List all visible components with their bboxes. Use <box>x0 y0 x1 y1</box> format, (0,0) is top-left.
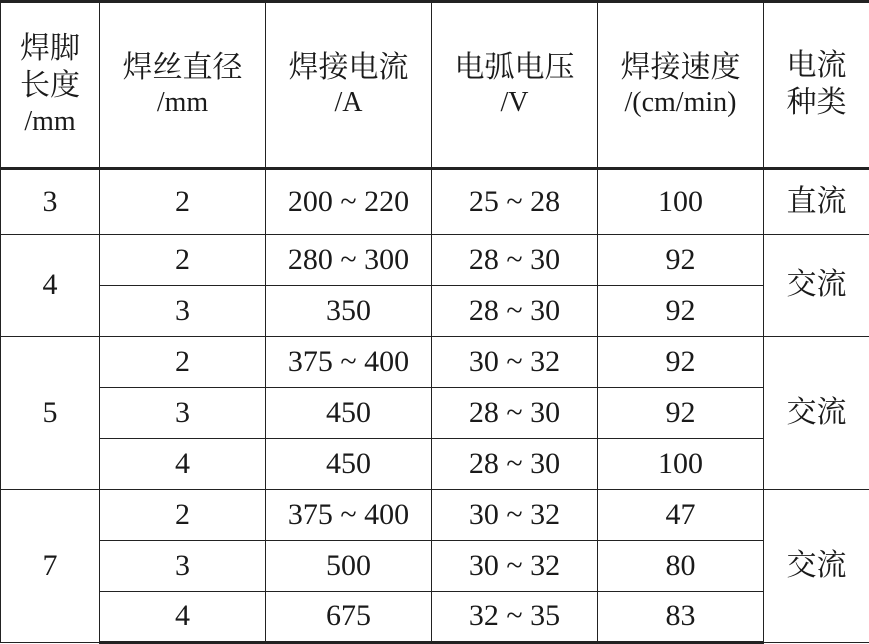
welding-speed-cell: 47 <box>598 490 764 541</box>
welding-speed-cell: 92 <box>598 235 764 286</box>
welding-speed-cell: 92 <box>598 388 764 439</box>
header-welding-current <box>266 2 432 169</box>
header-row <box>1 2 869 169</box>
welding-current-cell: 375 ~ 400 <box>266 490 432 541</box>
header-text: 电流 <box>786 48 847 84</box>
current-type-cell: 交流 <box>764 337 869 490</box>
header-leg-length <box>1 2 100 169</box>
table-header <box>1 2 869 169</box>
header-arc-voltage <box>432 2 598 169</box>
wire-diameter-cell: 2 <box>100 337 266 388</box>
leg-length-cell: 4 <box>1 235 100 337</box>
welding-speed-cell: 80 <box>598 540 764 591</box>
table-row <box>1 169 869 235</box>
table-row <box>1 388 869 439</box>
header-welding-speed <box>598 2 764 169</box>
table-body <box>1 169 869 643</box>
current-type-cell: 交流 <box>764 490 869 643</box>
table-row <box>1 235 869 286</box>
wire-diameter-cell: 4 <box>100 439 266 490</box>
welding-speed-cell: 83 <box>598 591 764 642</box>
arc-voltage-cell: 28 ~ 30 <box>432 286 598 337</box>
wire-diameter-cell: 2 <box>100 235 266 286</box>
leg-length-cell: 7 <box>1 490 100 643</box>
arc-voltage-cell: 30 ~ 32 <box>432 337 598 388</box>
arc-voltage-cell: 28 ~ 30 <box>432 388 598 439</box>
welding-current-cell: 375 ~ 400 <box>266 337 432 388</box>
header-unit: /V <box>500 87 529 119</box>
wire-diameter-cell: 3 <box>100 286 266 337</box>
welding-current-cell: 675 <box>266 591 432 642</box>
welding-current-cell: 450 <box>266 439 432 490</box>
wire-diameter-cell: 4 <box>100 591 266 642</box>
wire-diameter-cell: 2 <box>100 169 266 235</box>
wire-diameter-cell: 3 <box>100 388 266 439</box>
header-current-type <box>764 2 869 169</box>
leg-length-cell: 3 <box>1 169 100 235</box>
welding-current-cell: 350 <box>266 286 432 337</box>
header-unit: /mm <box>156 87 209 119</box>
wire-diameter-cell: 2 <box>100 490 266 541</box>
current-type-cell: 交流 <box>764 235 869 337</box>
arc-voltage-cell: 28 ~ 30 <box>432 439 598 490</box>
header-unit: /mm <box>24 105 76 137</box>
header-text: 种类 <box>786 85 847 120</box>
arc-voltage-cell: 32 ~ 35 <box>432 591 598 642</box>
welding-current-cell: 280 ~ 300 <box>266 235 432 286</box>
table-row <box>1 490 869 541</box>
arc-voltage-cell: 25 ~ 28 <box>432 169 598 235</box>
header-text: 焊接电流 <box>288 49 409 85</box>
header-unit: /A <box>334 87 363 119</box>
welding-speed-cell: 100 <box>598 169 764 235</box>
arc-voltage-cell: 28 ~ 30 <box>432 235 598 286</box>
arc-voltage-cell: 30 ~ 32 <box>432 540 598 591</box>
header-wire-diameter <box>100 2 266 169</box>
current-type-cell: 直流 <box>764 169 869 235</box>
table-row <box>1 286 869 337</box>
header-text: 焊接速度 <box>620 49 741 85</box>
welding-current-cell: 200 ~ 220 <box>266 169 432 235</box>
table-row <box>1 540 869 591</box>
welding-speed-cell: 100 <box>598 439 764 490</box>
header-text: 电弧电压 <box>454 49 575 85</box>
table-row <box>1 439 869 490</box>
welding-current-cell: 450 <box>266 388 432 439</box>
header-text: 焊脚 <box>20 31 80 67</box>
header-text: 焊丝直径 <box>122 49 243 85</box>
table-row <box>1 591 869 642</box>
welding-current-cell: 500 <box>266 540 432 591</box>
wire-diameter-cell: 3 <box>100 540 266 591</box>
header-unit: /(cm/min) <box>624 87 737 119</box>
header-text: 长度 <box>20 67 80 103</box>
welding-speed-cell: 92 <box>598 337 764 388</box>
table-row <box>1 337 869 388</box>
arc-voltage-cell: 30 ~ 32 <box>432 490 598 541</box>
welding-speed-cell: 92 <box>598 286 764 337</box>
leg-length-cell: 5 <box>1 337 100 490</box>
